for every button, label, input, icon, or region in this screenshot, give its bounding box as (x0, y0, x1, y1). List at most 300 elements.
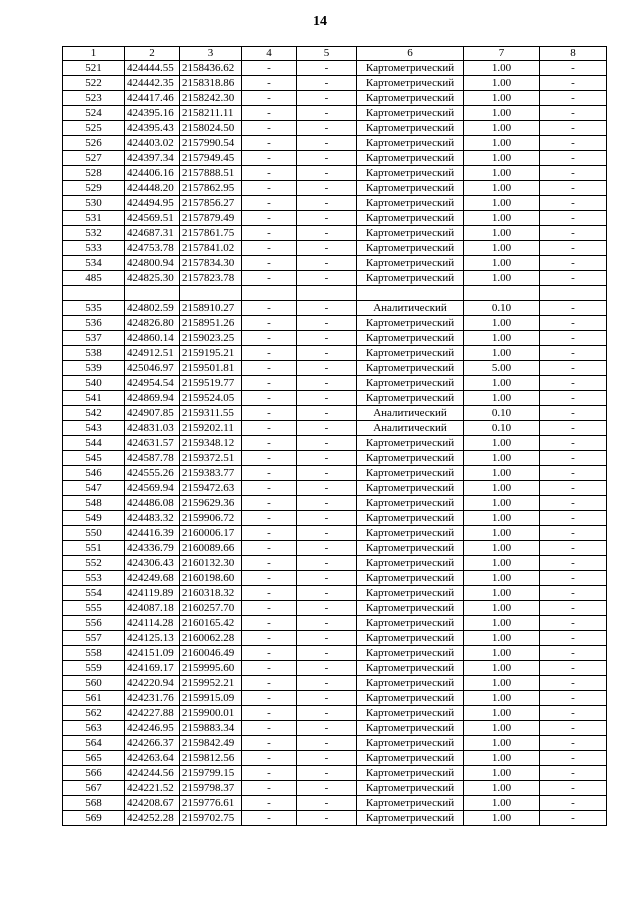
point-number-cell: 539 (63, 361, 125, 376)
point-number-cell: 563 (63, 721, 125, 736)
col4-cell: - (242, 661, 297, 676)
col4-cell: - (242, 406, 297, 421)
table-row (63, 811, 607, 826)
point-number-cell: 553 (63, 571, 125, 586)
table-row (63, 751, 607, 766)
y-coordinate-cell: 2159311.55 (180, 406, 242, 421)
method-cell: Картометрический (357, 706, 464, 721)
x-coordinate-cell: 424169.17 (125, 661, 180, 676)
accuracy-cell: 1.00 (464, 766, 540, 781)
point-number-cell: 559 (63, 661, 125, 676)
x-coordinate-cell: 424826.80 (125, 316, 180, 331)
col4-cell: - (242, 166, 297, 181)
x-coordinate-cell: 424403.02 (125, 136, 180, 151)
accuracy-cell: 1.00 (464, 571, 540, 586)
y-coordinate-cell: 2159629.36 (180, 496, 242, 511)
x-coordinate-cell: 424494.95 (125, 196, 180, 211)
table-row (63, 766, 607, 781)
accuracy-cell: 1.00 (464, 541, 540, 556)
y-coordinate-cell: 2159776.61 (180, 796, 242, 811)
page-number: 14 (313, 14, 327, 29)
method-cell: Картометрический (357, 676, 464, 691)
method-cell: Картометрический (357, 61, 464, 76)
table-row (63, 286, 607, 301)
x-coordinate-cell: 424448.20 (125, 181, 180, 196)
method-cell: Картометрический (357, 496, 464, 511)
y-coordinate-cell: 2157879.49 (180, 211, 242, 226)
x-coordinate-cell: 424252.28 (125, 811, 180, 826)
table-row (63, 226, 607, 241)
y-coordinate-cell: 2157834.30 (180, 256, 242, 271)
col8-cell: - (540, 631, 607, 646)
table-row (63, 691, 607, 706)
accuracy-cell: 1.00 (464, 706, 540, 721)
col5-cell: - (297, 601, 357, 616)
x-coordinate-cell: 424831.03 (125, 421, 180, 436)
table-row (63, 346, 607, 361)
accuracy-cell: 1.00 (464, 181, 540, 196)
method-cell: Картометрический (357, 556, 464, 571)
col5-cell: - (297, 646, 357, 661)
method-cell: Картометрический (357, 361, 464, 376)
col5-cell: - (297, 361, 357, 376)
accuracy-cell: 1.00 (464, 226, 540, 241)
col4-cell: - (242, 511, 297, 526)
point-number-cell: 560 (63, 676, 125, 691)
method-cell: Картометрический (357, 271, 464, 286)
col5-cell: - (297, 181, 357, 196)
point-number-cell: 569 (63, 811, 125, 826)
point-number-cell: 532 (63, 226, 125, 241)
col5-cell: - (297, 376, 357, 391)
x-coordinate-cell: 424483.32 (125, 511, 180, 526)
method-cell: Картометрический (357, 601, 464, 616)
col5-cell: - (297, 676, 357, 691)
col5-cell: - (297, 526, 357, 541)
x-coordinate-cell: 424395.16 (125, 106, 180, 121)
method-cell: Картометрический (357, 331, 464, 346)
column-header: 5 (297, 47, 357, 61)
table-body (63, 61, 607, 826)
y-coordinate-cell: 2159195.21 (180, 346, 242, 361)
y-coordinate-cell: 2160198.60 (180, 571, 242, 586)
x-coordinate-cell: 424125.13 (125, 631, 180, 646)
y-coordinate-cell: 2160257.70 (180, 601, 242, 616)
col4-cell: - (242, 76, 297, 91)
accuracy-cell: 1.00 (464, 61, 540, 76)
col8-cell: - (540, 346, 607, 361)
accuracy-cell: 1.00 (464, 721, 540, 736)
method-cell: Картометрический (357, 616, 464, 631)
x-coordinate-cell: 424687.31 (125, 226, 180, 241)
y-coordinate-cell: 2159472.63 (180, 481, 242, 496)
col4-cell: - (242, 796, 297, 811)
col5-cell: - (297, 271, 357, 286)
col8-cell: - (540, 166, 607, 181)
table-row (63, 556, 607, 571)
col8-cell: - (540, 196, 607, 211)
col4-cell: - (242, 781, 297, 796)
table-row (63, 211, 607, 226)
col8-cell: - (540, 301, 607, 316)
table-row (63, 151, 607, 166)
col4-cell: - (242, 346, 297, 361)
col4-cell: - (242, 121, 297, 136)
table-row (63, 496, 607, 511)
col8-cell: - (540, 571, 607, 586)
table-row (63, 781, 607, 796)
x-coordinate-cell: 424587.78 (125, 451, 180, 466)
col5-cell: - (297, 346, 357, 361)
y-coordinate-cell: 2160318.32 (180, 586, 242, 601)
accuracy-cell: 1.00 (464, 796, 540, 811)
col4-cell: - (242, 496, 297, 511)
y-coordinate-cell: 2158242.30 (180, 91, 242, 106)
accuracy-cell: 1.00 (464, 736, 540, 751)
point-number-cell: 561 (63, 691, 125, 706)
table-row (63, 421, 607, 436)
y-coordinate-cell: 2159906.72 (180, 511, 242, 526)
col4-cell: - (242, 556, 297, 571)
point-number-cell: 528 (63, 166, 125, 181)
col4-cell: - (242, 316, 297, 331)
col4-cell: - (242, 361, 297, 376)
accuracy-cell: 1.00 (464, 451, 540, 466)
x-coordinate-cell: 424825.30 (125, 271, 180, 286)
col4-cell: - (242, 421, 297, 436)
column-header: 3 (180, 47, 242, 61)
table-row (63, 406, 607, 421)
accuracy-cell: 1.00 (464, 346, 540, 361)
col4-cell: - (242, 676, 297, 691)
column-header: 1 (63, 47, 125, 61)
accuracy-cell: 1.00 (464, 436, 540, 451)
table-row (63, 301, 607, 316)
accuracy-cell: 0.10 (464, 301, 540, 316)
point-number-cell: 531 (63, 211, 125, 226)
col8-cell: - (540, 721, 607, 736)
method-cell: Картометрический (357, 136, 464, 151)
col8-cell: - (540, 766, 607, 781)
accuracy-cell: 1.00 (464, 751, 540, 766)
col4-cell: - (242, 451, 297, 466)
y-coordinate-cell: 2158024.50 (180, 121, 242, 136)
col8-cell: - (540, 376, 607, 391)
col4-cell: - (242, 541, 297, 556)
table-row (63, 391, 607, 406)
col8-cell: - (540, 391, 607, 406)
table-row (63, 616, 607, 631)
point-number-cell: 522 (63, 76, 125, 91)
method-cell: Картометрический (357, 586, 464, 601)
point-number-cell: 542 (63, 406, 125, 421)
col4-cell: - (242, 586, 297, 601)
col5-cell: - (297, 466, 357, 481)
point-number-cell: 557 (63, 631, 125, 646)
col4-cell: - (242, 811, 297, 826)
table-row (63, 76, 607, 91)
col8-cell: - (540, 646, 607, 661)
x-coordinate-cell: 424246.95 (125, 721, 180, 736)
method-cell: Картометрический (357, 226, 464, 241)
x-coordinate-cell: 424220.94 (125, 676, 180, 691)
x-coordinate-cell: 424753.78 (125, 241, 180, 256)
table-row (63, 106, 607, 121)
col5-cell: - (297, 166, 357, 181)
point-number-cell: 555 (63, 601, 125, 616)
table-row (63, 61, 607, 76)
method-cell: Картометрический (357, 376, 464, 391)
point-number-cell: 564 (63, 736, 125, 751)
point-number-cell: 530 (63, 196, 125, 211)
point-number-cell: 523 (63, 91, 125, 106)
y-coordinate-cell: 2157990.54 (180, 136, 242, 151)
col5-cell: - (297, 751, 357, 766)
y-coordinate-cell: 2160165.42 (180, 616, 242, 631)
accuracy-cell: 1.00 (464, 601, 540, 616)
y-coordinate-cell: 2159799.15 (180, 766, 242, 781)
method-cell: Картометрический (357, 661, 464, 676)
point-number-cell: 536 (63, 316, 125, 331)
point-number-cell: 537 (63, 331, 125, 346)
col8-cell: - (540, 511, 607, 526)
column-header: 7 (464, 47, 540, 61)
col8-cell: - (540, 466, 607, 481)
table-row (63, 436, 607, 451)
method-cell: Картометрический (357, 811, 464, 826)
col4-cell: - (242, 136, 297, 151)
accuracy-cell: 1.00 (464, 391, 540, 406)
col8-cell: - (540, 76, 607, 91)
col8-cell: - (540, 226, 607, 241)
col4-cell: - (242, 376, 297, 391)
method-cell: Картометрический (357, 106, 464, 121)
table-row (63, 721, 607, 736)
col4-cell: - (242, 271, 297, 286)
x-coordinate-cell: 424397.34 (125, 151, 180, 166)
method-cell: Картометрический (357, 211, 464, 226)
column-header: 2 (125, 47, 180, 61)
col8-cell: - (540, 406, 607, 421)
col4-cell: - (242, 466, 297, 481)
col8-cell: - (540, 706, 607, 721)
col4-cell: - (242, 301, 297, 316)
x-coordinate-cell: 424444.55 (125, 61, 180, 76)
col5-cell: - (297, 571, 357, 586)
col4-cell: - (242, 226, 297, 241)
x-coordinate-cell: 424860.14 (125, 331, 180, 346)
y-coordinate-cell: 2158211.11 (180, 106, 242, 121)
accuracy-cell: 1.00 (464, 241, 540, 256)
x-coordinate-cell: 424416.39 (125, 526, 180, 541)
col8-cell: - (540, 271, 607, 286)
point-number-cell: 527 (63, 151, 125, 166)
table-header-row (63, 47, 607, 61)
col4-cell: - (242, 631, 297, 646)
x-coordinate-cell: 424907.85 (125, 406, 180, 421)
y-coordinate-cell: 2159883.34 (180, 721, 242, 736)
col8-cell: - (540, 181, 607, 196)
point-number-cell: 485 (63, 271, 125, 286)
point-number-cell: 535 (63, 301, 125, 316)
col8-cell: - (540, 241, 607, 256)
y-coordinate-cell: 2159372.51 (180, 451, 242, 466)
point-number-cell: 538 (63, 346, 125, 361)
accuracy-cell: 1.00 (464, 331, 540, 346)
col4-cell: - (242, 751, 297, 766)
col5-cell: - (297, 406, 357, 421)
col5-cell: - (297, 451, 357, 466)
col5-cell: - (297, 586, 357, 601)
accuracy-cell: 1.00 (464, 661, 540, 676)
y-coordinate-cell: 2158951.26 (180, 316, 242, 331)
table-row (63, 736, 607, 751)
col4-cell: - (242, 721, 297, 736)
col4-cell: - (242, 331, 297, 346)
y-coordinate-cell: 2159812.56 (180, 751, 242, 766)
col8-cell: - (540, 121, 607, 136)
accuracy-cell: 1.00 (464, 616, 540, 631)
table-row (63, 271, 607, 286)
col8-cell: - (540, 106, 607, 121)
col5-cell: - (297, 391, 357, 406)
accuracy-cell: 1.00 (464, 586, 540, 601)
col5-cell (297, 286, 357, 301)
point-number-cell: 533 (63, 241, 125, 256)
accuracy-cell: 5.00 (464, 361, 540, 376)
accuracy-cell: 1.00 (464, 676, 540, 691)
table-row (63, 706, 607, 721)
y-coordinate-cell: 2157841.02 (180, 241, 242, 256)
col4-cell: - (242, 196, 297, 211)
table-row (63, 91, 607, 106)
table-row (63, 646, 607, 661)
point-number-cell: 546 (63, 466, 125, 481)
point-number-cell: 545 (63, 451, 125, 466)
accuracy-cell: 1.00 (464, 526, 540, 541)
method-cell: Картометрический (357, 781, 464, 796)
method-cell: Картометрический (357, 541, 464, 556)
col5-cell: - (297, 301, 357, 316)
accuracy-cell: 1.00 (464, 496, 540, 511)
col5-cell: - (297, 211, 357, 226)
col5-cell: - (297, 616, 357, 631)
method-cell: Картометрический (357, 391, 464, 406)
col5-cell: - (297, 811, 357, 826)
col8-cell: - (540, 436, 607, 451)
accuracy-cell: 1.00 (464, 91, 540, 106)
col5-cell: - (297, 421, 357, 436)
accuracy-cell: 1.00 (464, 316, 540, 331)
col5-cell: - (297, 316, 357, 331)
y-coordinate-cell: 2159524.05 (180, 391, 242, 406)
table-row (63, 466, 607, 481)
col8-cell: - (540, 691, 607, 706)
table-row (63, 451, 607, 466)
x-coordinate-cell: 424631.57 (125, 436, 180, 451)
col4-cell: - (242, 691, 297, 706)
table-row (63, 661, 607, 676)
table-row (63, 121, 607, 136)
x-coordinate-cell: 424406.16 (125, 166, 180, 181)
x-coordinate-cell: 424119.89 (125, 586, 180, 601)
x-coordinate-cell: 424249.68 (125, 571, 180, 586)
method-cell: Картометрический (357, 196, 464, 211)
col8-cell: - (540, 316, 607, 331)
method-cell: Аналитический (357, 421, 464, 436)
col5-cell: - (297, 481, 357, 496)
table-row (63, 481, 607, 496)
col8-cell: - (540, 781, 607, 796)
col5-cell: - (297, 226, 357, 241)
accuracy-cell: 1.00 (464, 811, 540, 826)
col8-cell: - (540, 661, 607, 676)
method-cell (357, 286, 464, 301)
accuracy-cell (464, 286, 540, 301)
method-cell: Картометрический (357, 256, 464, 271)
point-number-cell: 548 (63, 496, 125, 511)
x-coordinate-cell: 424954.54 (125, 376, 180, 391)
method-cell: Картометрический (357, 511, 464, 526)
y-coordinate-cell: 2157949.45 (180, 151, 242, 166)
col5-cell: - (297, 121, 357, 136)
point-number-cell: 525 (63, 121, 125, 136)
col4-cell: - (242, 616, 297, 631)
col5-cell: - (297, 706, 357, 721)
method-cell: Картометрический (357, 466, 464, 481)
x-coordinate-cell: 424869.94 (125, 391, 180, 406)
accuracy-cell: 0.10 (464, 421, 540, 436)
col8-cell: - (540, 61, 607, 76)
table-row (63, 196, 607, 211)
y-coordinate-cell: 2157856.27 (180, 196, 242, 211)
col8-cell: - (540, 736, 607, 751)
method-cell: Аналитический (357, 301, 464, 316)
col5-cell: - (297, 151, 357, 166)
point-number-cell: 549 (63, 511, 125, 526)
accuracy-cell: 1.00 (464, 76, 540, 91)
col5-cell: - (297, 106, 357, 121)
x-coordinate-cell: 424417.46 (125, 91, 180, 106)
y-coordinate-cell: 2160062.28 (180, 631, 242, 646)
method-cell: Аналитический (357, 406, 464, 421)
col5-cell: - (297, 736, 357, 751)
accuracy-cell: 1.00 (464, 466, 540, 481)
table-row (63, 541, 607, 556)
col8-cell: - (540, 676, 607, 691)
x-coordinate-cell: 424336.79 (125, 541, 180, 556)
accuracy-cell: 1.00 (464, 256, 540, 271)
point-number-cell: 521 (63, 61, 125, 76)
y-coordinate-cell: 2158436.62 (180, 61, 242, 76)
table-row (63, 376, 607, 391)
column-header: 6 (357, 47, 464, 61)
y-coordinate-cell: 2158318.86 (180, 76, 242, 91)
x-coordinate-cell: 424912.51 (125, 346, 180, 361)
col8-cell: - (540, 256, 607, 271)
col8-cell: - (540, 496, 607, 511)
accuracy-cell: 1.00 (464, 106, 540, 121)
accuracy-cell: 1.00 (464, 196, 540, 211)
col8-cell: - (540, 601, 607, 616)
col5-cell: - (297, 766, 357, 781)
col8-cell: - (540, 361, 607, 376)
col8-cell: - (540, 91, 607, 106)
method-cell: Картометрический (357, 691, 464, 706)
x-coordinate-cell: 424221.52 (125, 781, 180, 796)
table-row (63, 316, 607, 331)
method-cell: Картометрический (357, 736, 464, 751)
